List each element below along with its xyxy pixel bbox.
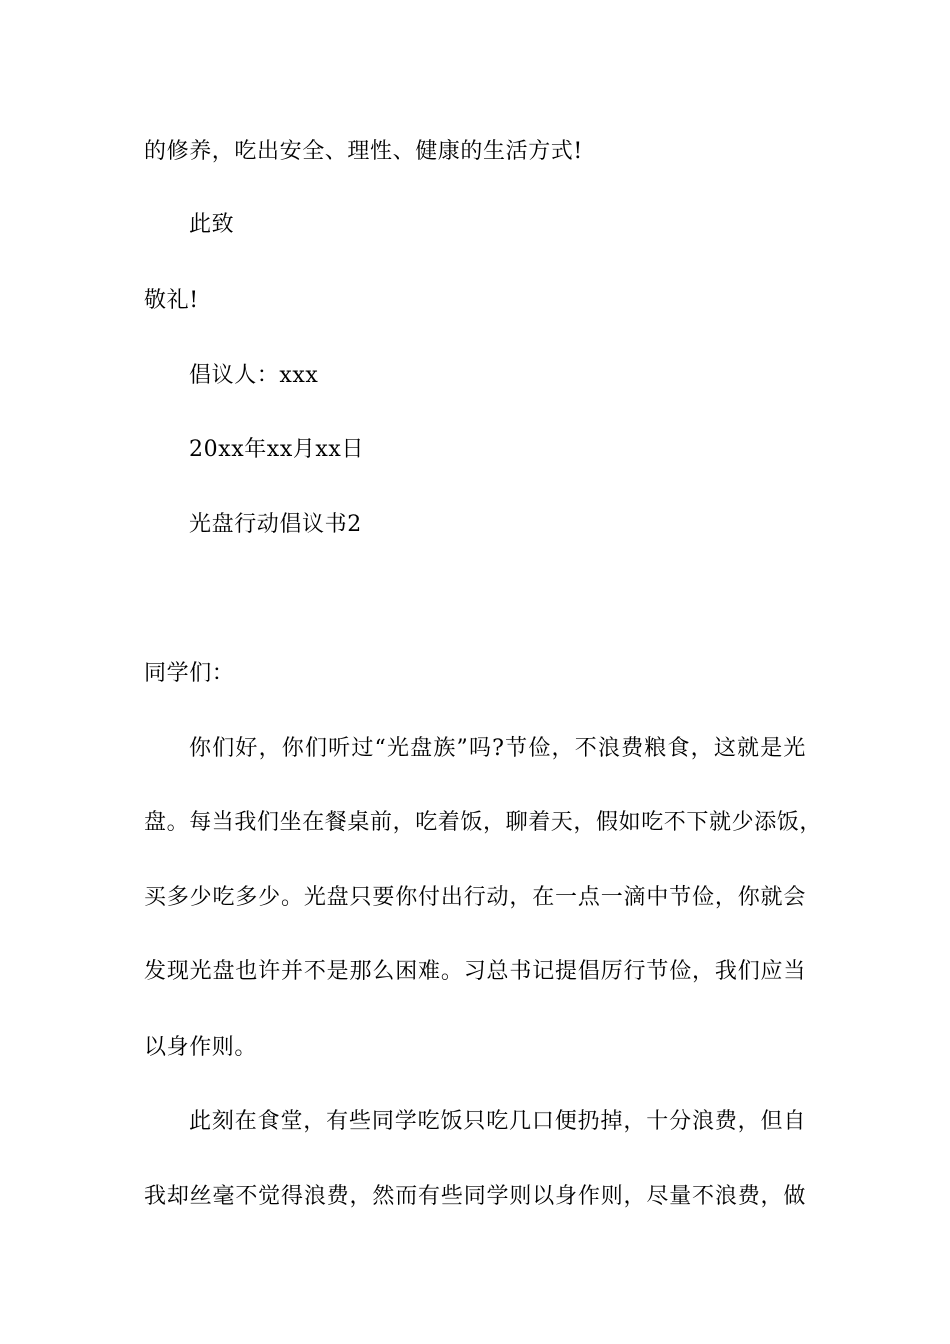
paragraph-1-line-3: 买多少吃多少。光盘只要你付出行动，在一点一滴中节俭，你就会 (144, 885, 806, 910)
paragraph-line-closing: 的修养，吃出安全、理性、健康的生活方式! (144, 139, 583, 164)
date-line: 20xx年xx月xx日 (189, 437, 365, 462)
paragraph-2-line-2: 我却丝毫不觉得浪费，然而有些同学则以身作则，尽量不浪费，做 (144, 1184, 806, 1209)
greeting-line: 同学们： (144, 661, 235, 686)
section-title: 光盘行动倡议书2 (189, 512, 362, 537)
salutation-jingli: 敬礼! (144, 288, 199, 313)
paragraph-2-line-1: 此刻在食堂，有些同学吃饭只吃几口便扔掉，十分浪费，但自 (189, 1109, 806, 1134)
paragraph-1-line-5: 以身作则。 (144, 1035, 258, 1060)
paragraph-1-line-2: 盘。每当我们坐在餐桌前，吃着饭，聊着天，假如吃不下就少添饭， (144, 810, 823, 835)
paragraph-1-line-4: 发现光盘也许并不是那么困难。习总书记提倡厉行节俭，我们应当 (144, 959, 806, 984)
paragraph-1-line-1: 你们好，你们听过“光盘族”吗?节俭，不浪费粮食，这就是光 (189, 736, 806, 761)
signer-line: 倡议人：xxx (189, 363, 319, 388)
salutation-cizhi: 此致 (189, 212, 235, 237)
